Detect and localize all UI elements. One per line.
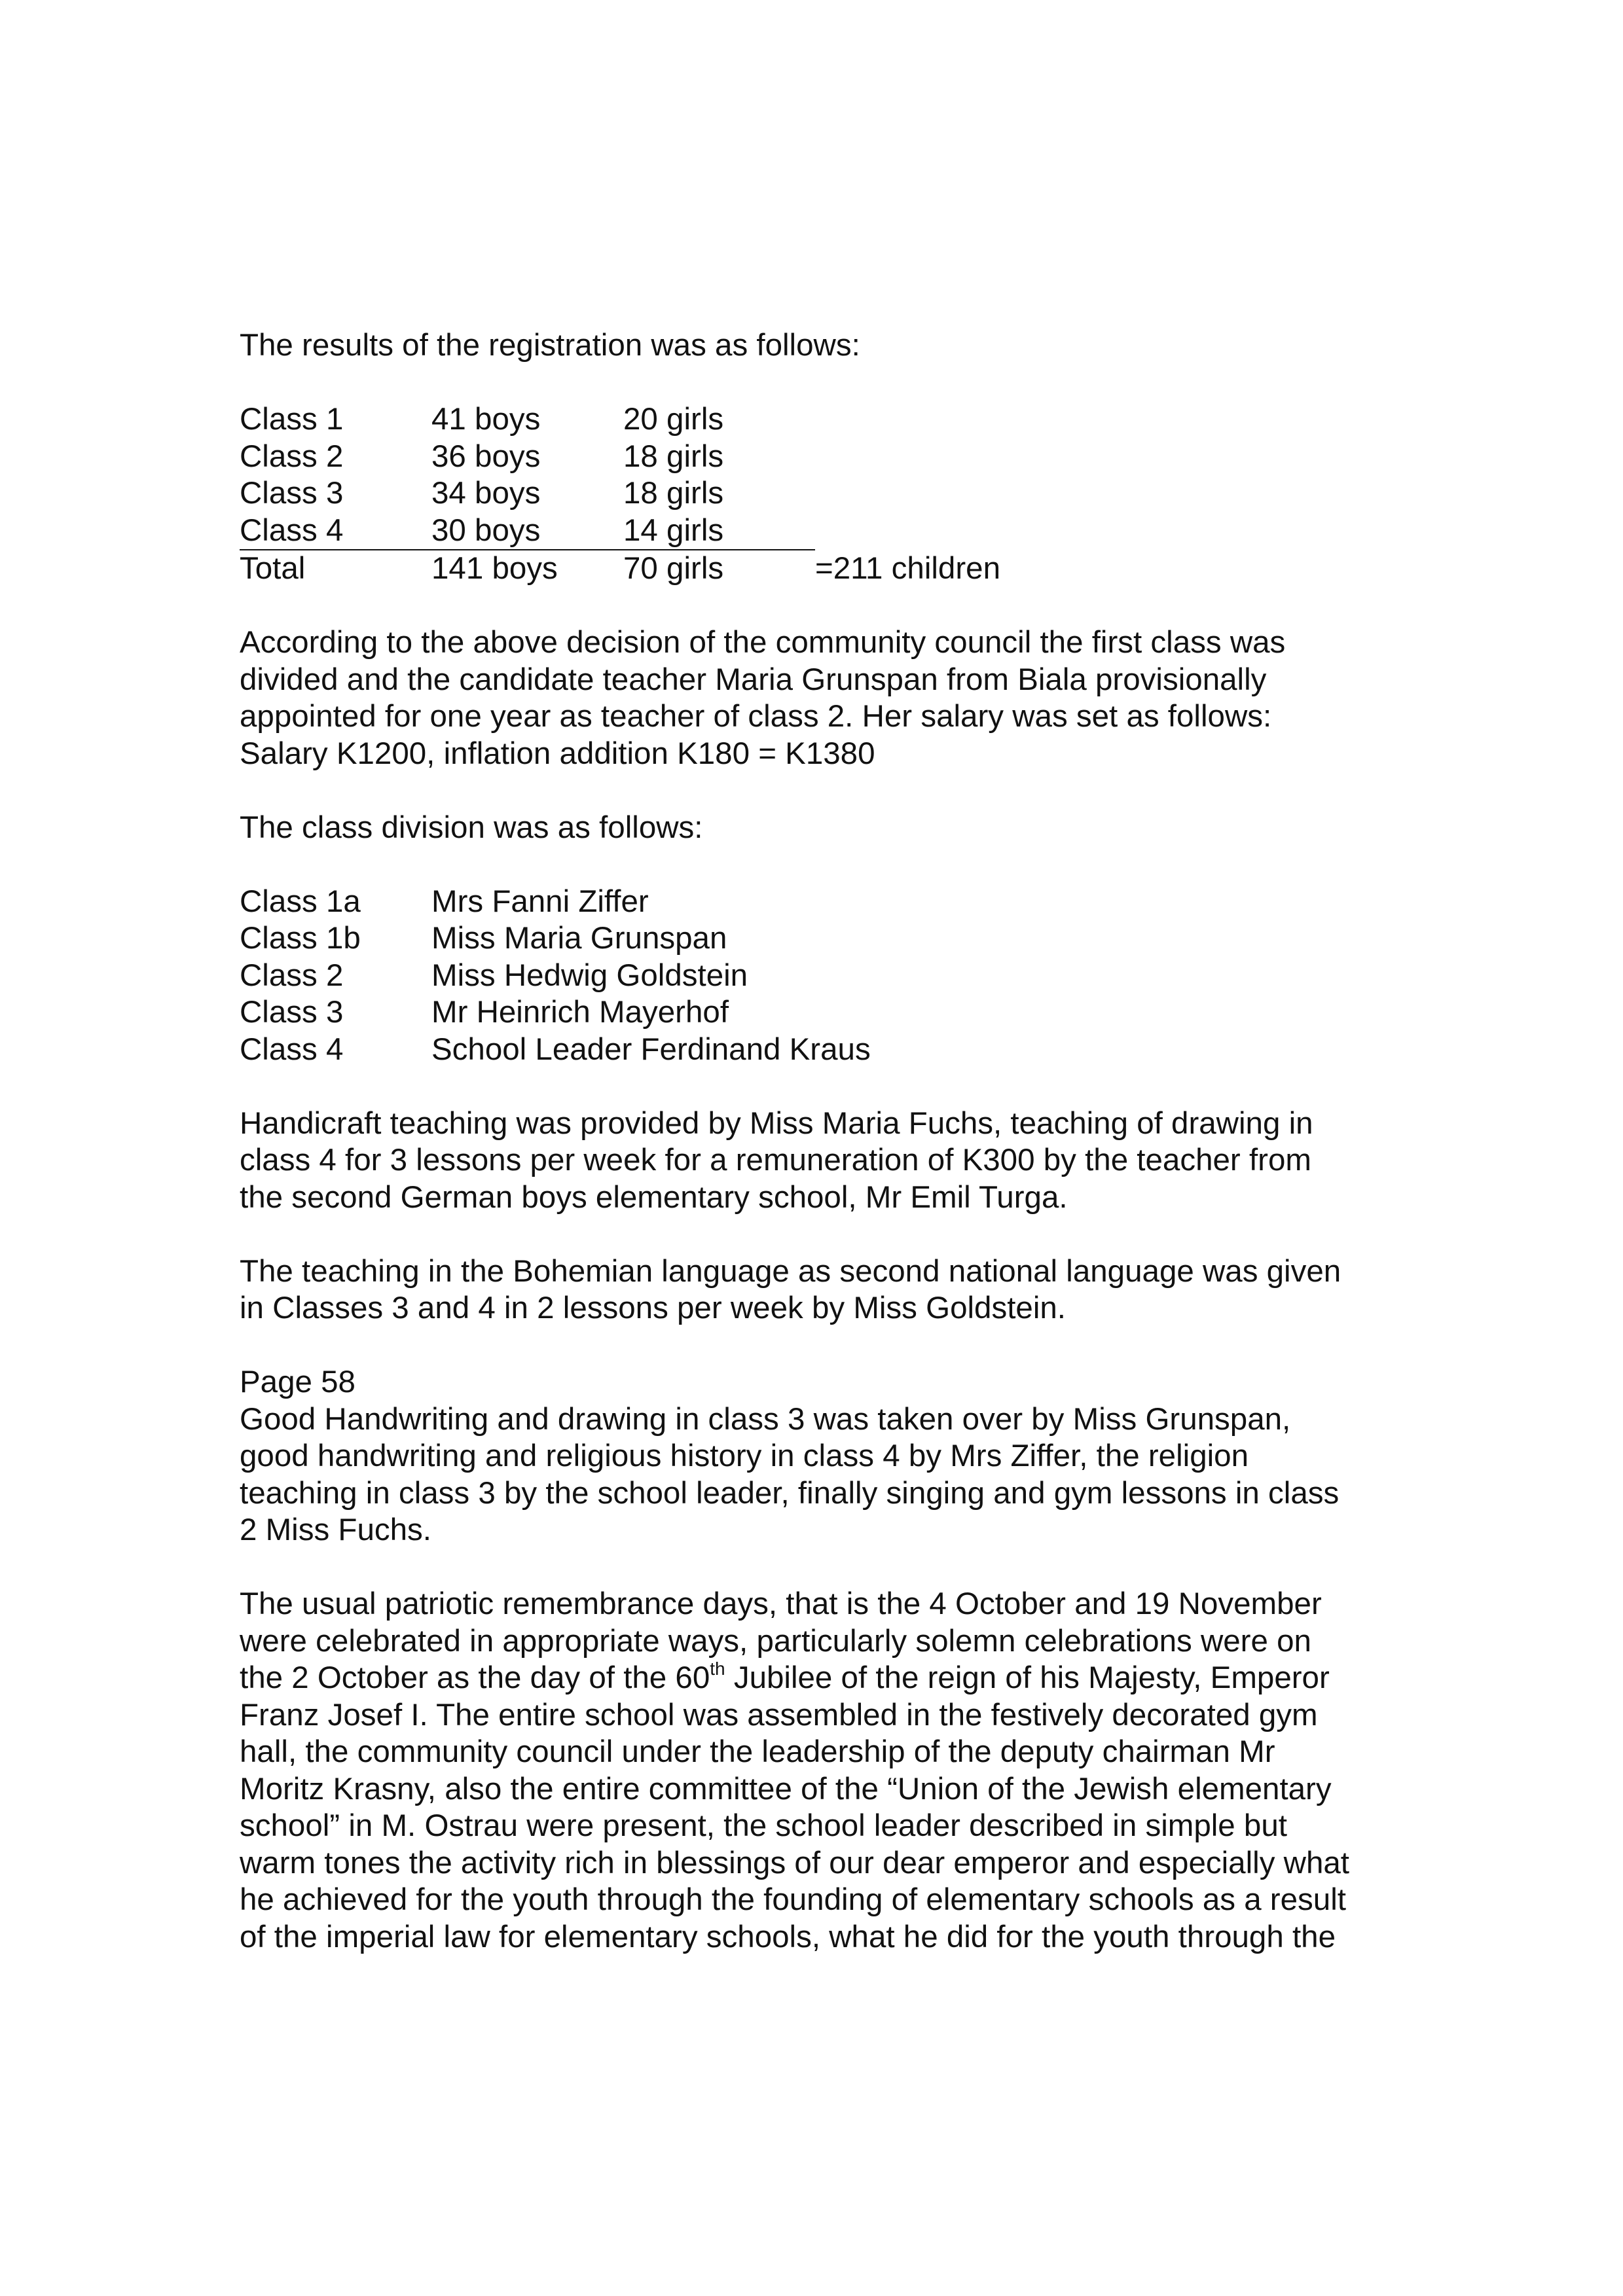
boys-cell: 141 boys	[431, 551, 558, 586]
registration-intro: The results of the registration was as follows:	[240, 328, 860, 363]
table-row	[240, 1031, 871, 1069]
teacher-cell: Mr Heinrich Mayerhof	[431, 995, 729, 1030]
girls-cell: 14 girls	[623, 512, 815, 550]
class-cell: Class 1a	[240, 884, 361, 919]
paragraph-patriotic	[240, 1586, 1392, 1956]
text-line: hall, the community council under the leadership of the deputy chairman Mr	[240, 1734, 1275, 1769]
table-row	[240, 475, 1012, 512]
text-line: school” in M. Ostrau were present, the school leader described in simple but	[240, 1808, 1287, 1843]
text-line: divided and the candidate teacher Maria Grunspan from Biala provisionally	[240, 662, 1267, 697]
total-cell	[815, 401, 1012, 439]
text-line: warm tones the activity rich in blessings of our dear emperor and especially what	[240, 1845, 1349, 1880]
table-row	[240, 512, 1012, 550]
text-line: Franz Josef I. The entire school was assembled in the festively decorated gym	[240, 1697, 1318, 1732]
text-fragment: the 2 October as the day of the 60	[240, 1660, 710, 1695]
text-line: 2 Miss Fuchs.	[240, 1513, 431, 1547]
boys-cell: 30 boys	[431, 512, 623, 550]
boys-cell: 34 boys	[431, 476, 541, 511]
class-cell: Class 2	[240, 958, 344, 993]
registration-table	[240, 401, 1012, 588]
boys-cell: 36 boys	[431, 439, 541, 474]
paragraph-council	[240, 624, 1392, 772]
text-fragment: Jubilee of the reign of his Majesty, Emperor	[725, 1660, 1330, 1695]
class-division-table	[240, 884, 871, 1069]
paragraph-handwriting	[240, 1364, 1392, 1549]
text-line: of the imperial law for elementary schools, what he did for the youth through the	[240, 1919, 1336, 1954]
text-line	[240, 1660, 1392, 1697]
teacher-cell: Miss Hedwig Goldstein	[431, 958, 748, 993]
table-row	[240, 884, 871, 921]
text-line: Moritz Krasny, also the entire committee of the “Union of the Jewish elementary	[240, 1771, 1332, 1806]
boys-cell: 41 boys	[431, 402, 541, 437]
table-row	[240, 920, 871, 958]
text-line: Handicraft teaching was provided by Miss Maria Fuchs, teaching of drawing in	[240, 1105, 1313, 1141]
text-line: he achieved for the youth through the founding of elementary schools as a result	[240, 1882, 1346, 1917]
text-line: teaching in class 3 by the school leader, finally singing and gym lessons in class	[240, 1475, 1340, 1511]
text-line: Salary K1200, inflation addition K180 = K1380	[240, 736, 875, 771]
text-line: were celebrated in appropriate ways, particularly solemn celebrations were on	[240, 1623, 1311, 1659]
girls-cell: 20 girls	[623, 402, 724, 437]
text-line: good handwriting and religious history in class 4 by Mrs Ziffer, the religion	[240, 1439, 1249, 1473]
class-cell: Class 3	[240, 995, 344, 1030]
text-line: Good Handwriting and drawing in class 3 was taken over by Miss Grunspan,	[240, 1401, 1291, 1437]
division-intro: The class division was as follows:	[240, 810, 703, 845]
table-row	[240, 439, 1012, 476]
paragraph-handicraft	[240, 1105, 1392, 1217]
girls-cell: 18 girls	[623, 476, 724, 511]
class-cell: Class 1	[240, 402, 344, 437]
class-cell: Class 4	[240, 512, 431, 550]
text-line: class 4 for 3 lessons per week for a remuneration of K300 by the teacher from	[240, 1143, 1311, 1177]
table-row	[240, 401, 1012, 439]
text-line: The usual patriotic remembrance days, that is the 4 October and 19 November	[240, 1587, 1322, 1621]
ordinal-superscript: th	[710, 1659, 725, 1679]
table-row	[240, 994, 871, 1031]
text-line: According to the above decision of the community council the first class was	[240, 625, 1286, 660]
class-cell: Class 1b	[240, 921, 361, 956]
paragraph-bohemian	[240, 1253, 1392, 1327]
girls-cell: 70 girls	[623, 551, 724, 586]
teacher-cell: School Leader Ferdinand Kraus	[431, 1031, 871, 1067]
teacher-cell: Miss Maria Grunspan	[431, 921, 727, 956]
text-line: appointed for one year as teacher of class 2. Her salary was set as follows:	[240, 699, 1272, 734]
class-cell: Total	[240, 551, 306, 586]
document-page	[240, 327, 1392, 1956]
class-cell: Class 2	[240, 439, 344, 474]
text-line: in Classes 3 and 4 in 2 lessons per week by Miss Goldstein.	[240, 1291, 1066, 1325]
class-cell: Class 3	[240, 476, 344, 511]
text-line: the second German boys elementary school, Mr Emil Turga.	[240, 1179, 1068, 1215]
table-row	[240, 958, 871, 995]
total-cell: =211 children	[815, 551, 1001, 586]
total-cell	[815, 512, 1012, 550]
table-row-total	[240, 550, 1012, 588]
page-number: Page 58	[240, 1365, 356, 1399]
total-cell	[815, 475, 1012, 512]
total-cell	[815, 439, 1012, 476]
girls-cell: 18 girls	[623, 439, 724, 474]
class-cell: Class 4	[240, 1031, 344, 1067]
teacher-cell: Mrs Fanni Ziffer	[431, 884, 649, 919]
text-line: The teaching in the Bohemian language as second national language was given	[240, 1253, 1341, 1289]
